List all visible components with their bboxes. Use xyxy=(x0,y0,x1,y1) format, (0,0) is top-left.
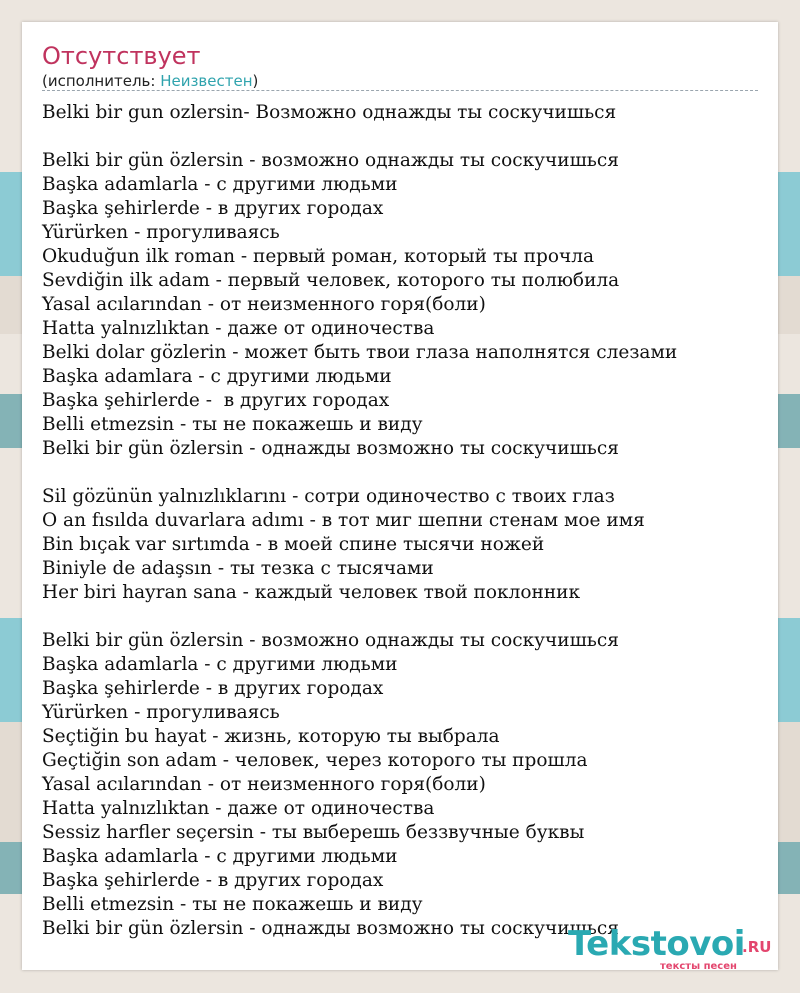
lyrics-card xyxy=(22,22,778,970)
lyric-line: Hatta yalnızlıktan - даже от одиночества xyxy=(42,318,435,339)
lyric-line: Belki bir gün özlersin - однажды возможно ты соскучишься xyxy=(42,918,619,939)
title-divider xyxy=(42,90,758,91)
lyric-line: Belki bir gün özlersin - возможно однажды ты соскучишься xyxy=(42,150,619,171)
lyric-line: Yasal acılarından - от неизменного горя(боли) xyxy=(42,294,486,315)
lyric-line: Yürürken - прогуливаясь xyxy=(42,222,280,243)
lyric-line: Belki bir gün özlersin - однажды возможно ты соскучишься xyxy=(42,438,619,459)
artist-prefix: (исполнитель: xyxy=(42,72,161,90)
logo-tagline: тексты песен xyxy=(660,961,737,970)
lyric-line: Başka şehirlerde - в других городах xyxy=(42,390,390,411)
logo-domain: .RU xyxy=(742,938,772,956)
lyric-blank-line xyxy=(42,125,758,149)
lyric-line: Geçtiğin son adam - человек, через которого ты прошла xyxy=(42,750,588,771)
lyric-blank-line xyxy=(42,605,758,629)
lyric-line: Belki bir gün özlersin - возможно однажды ты соскучишься xyxy=(42,630,619,651)
lyric-line: Biniyle de adaşsın - ты тезка с тысячами xyxy=(42,558,434,579)
lyric-blank-line xyxy=(42,461,758,485)
lyric-line: Bin bıçak var sırtımda - в моей спине тысячи ножей xyxy=(42,534,545,555)
lyric-line: Başka adamlarla - с другими людьми xyxy=(42,654,398,675)
lyric-line: Belli etmezsin - ты не покажешь и виду xyxy=(42,414,423,435)
artist-line xyxy=(42,71,258,91)
lyric-line: Belli etmezsin - ты не покажешь и виду xyxy=(42,894,423,915)
lyric-line: Başka şehirlerde - в других городах xyxy=(42,678,384,699)
logo-wordmark: Tekstovoi xyxy=(568,924,745,964)
lyric-line: Belki bir gun ozlersin- Возможно однажды ты соскучишься xyxy=(42,102,617,123)
lyric-line: Yürürken - прогуливаясь xyxy=(42,702,280,723)
lyric-line: Sevdiğin ilk adam - первый человек, которого ты полюбила xyxy=(42,270,620,291)
lyric-line: Sil gözünün yalnızlıklarını - сотри одиночество с твоих глаз xyxy=(42,486,615,507)
lyric-line: O an fısılda duvarlara adımı - в тот миг шепни стенам мое имя xyxy=(42,510,645,531)
lyric-line: Hatta yalnızlıktan - даже от одиночества xyxy=(42,798,435,819)
lyric-line: Başka şehirlerde - в других городах xyxy=(42,198,384,219)
lyric-line: Başka adamlarla - с другими людьми xyxy=(42,174,398,195)
artist-link[interactable]: Неизвестен xyxy=(160,72,253,90)
lyric-line: Sessiz harfler seçersin - ты выберешь беззвучные буквы xyxy=(42,822,585,843)
lyric-line: Seçtiğin bu hayat - жизнь, которую ты выбрала xyxy=(42,726,500,747)
lyric-line: Başka şehirlerde - в других городах xyxy=(42,870,384,891)
site-logo[interactable] xyxy=(568,924,778,970)
lyric-line: Başka adamlarla - с другими людьми xyxy=(42,846,398,867)
lyrics-text xyxy=(42,101,758,941)
lyric-line: Her biri hayran sana - каждый человек твой поклонник xyxy=(42,582,581,603)
lyric-line: Belki dolar gözlerin - может быть твои глаза наполнятся слезами xyxy=(42,342,678,363)
artist-suffix: ) xyxy=(252,72,259,90)
lyric-line: Okuduğun ilk roman - первый роман, который ты прочла xyxy=(42,246,594,267)
lyric-line: Başka adamlara - с другими людьми xyxy=(42,366,392,387)
lyric-line: Yasal acılarından - от неизменного горя(боли) xyxy=(42,774,486,795)
song-title: Отсутствует xyxy=(42,42,201,70)
